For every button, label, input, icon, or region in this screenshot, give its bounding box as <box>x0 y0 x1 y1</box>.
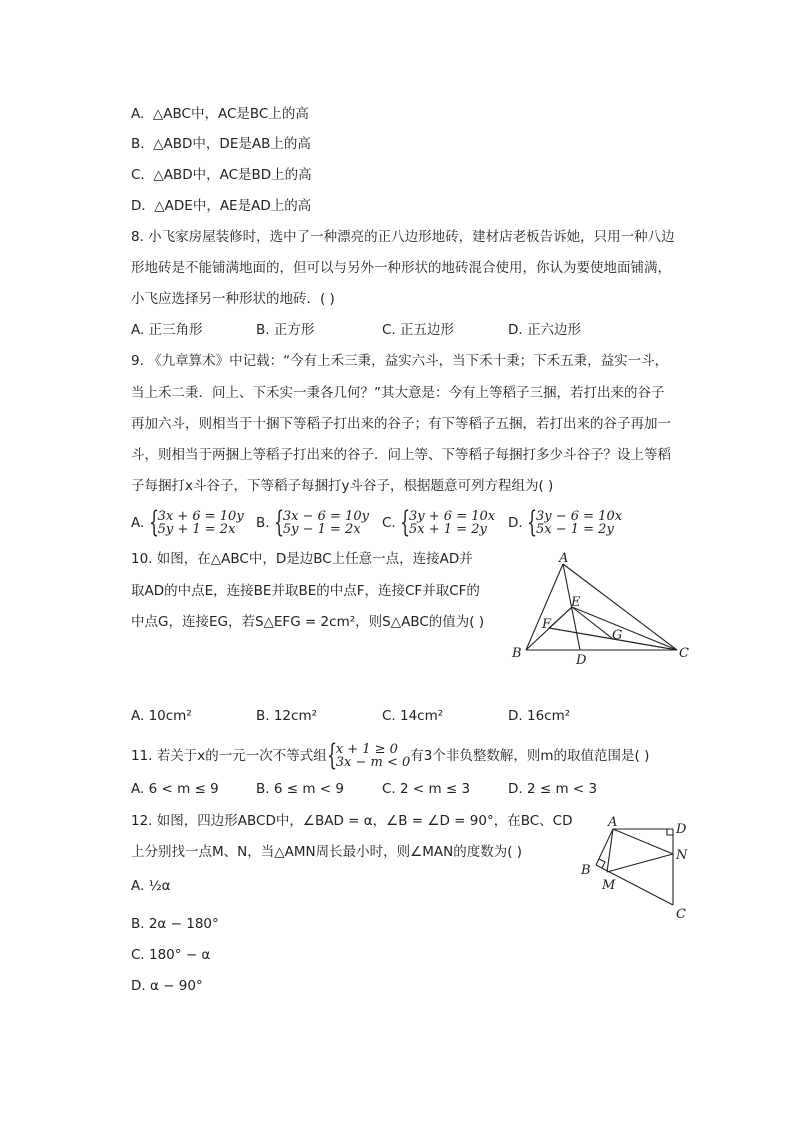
q10-option-c: C. 14cm² <box>382 708 444 724</box>
q8-option-a: A. 正三角形 <box>131 322 203 338</box>
q7-option-c: C. △ABD中，AC是BD上的高 <box>131 167 312 183</box>
q12-label-n: N <box>676 848 688 863</box>
q10-label-d: D <box>576 653 587 668</box>
q10-line-1: 10. 如图，在△ABC中，D是边BC上任意一点，连接AD并 <box>131 551 473 567</box>
q12-line-2: 上分别找一点M、N，当△AMN周长最小时，则∠MAN的度数为( ) <box>131 844 523 860</box>
q10-triangle-figure <box>505 550 695 675</box>
q9-option-c: C. { 3y + 6 = 10x 5x + 1 = 2y <box>382 505 496 539</box>
q9-option-b: B. { 3x − 6 = 10y 5y − 1 = 2x <box>256 505 369 539</box>
q12-option-b: B. 2α − 180° <box>131 916 219 932</box>
q8-line-1: 8. 小飞家房屋装修时，选中了一种漂亮的正八边形地砖，建材店老板告诉她，只用一种八边 <box>131 229 675 245</box>
q11-option-d: D. 2 ≤ m < 3 <box>508 781 598 797</box>
q10-option-a: A. 10cm² <box>131 708 192 724</box>
q9-line-1: 9. 《九章算术》中记载：“今有上禾三秉，益实六斗，当下禾十秉；下禾五秉，益实一斗， <box>131 353 669 369</box>
q12-option-a: A. ½α <box>131 878 171 894</box>
q12-line-1: 12. 如图，四边形ABCD中，∠BAD = α，∠B = ∠D = 90°，在BC、CD <box>131 813 573 829</box>
q12-option-c: C. 180° − α <box>131 947 211 963</box>
q9-line-2: 当上禾二秉．问上、下禾实一秉各几何？”其大意是：今有上等稻子三捆，若打出来的谷子 <box>131 385 665 401</box>
q11-option-b: B. 6 ≤ m < 9 <box>256 781 344 797</box>
q12-option-d: D. α − 90° <box>131 978 203 994</box>
q10-line-2: 取AD的中点E，连接BE并取BE的中点F，连接CF并取CF的 <box>131 583 480 599</box>
q10-label-c: C <box>679 646 689 661</box>
q12-label-a: A <box>608 815 618 830</box>
q11-option-c: C. 2 < m ≤ 3 <box>382 781 471 797</box>
q10-label-g: G <box>612 628 623 643</box>
q8-line-3: 小飞应选择另一种形状的地砖．( ) <box>131 291 335 307</box>
q10-option-d: D. 16cm² <box>508 708 571 724</box>
q9-line-4: 斗，则相当于两捆上等稻子打出来的谷子．问上等、下等稻子每捆打多少斗谷子？设上等稻 <box>131 447 671 463</box>
q11-option-a: A. 6 < m ≤ 9 <box>131 781 219 797</box>
q8-option-d: D. 正六边形 <box>508 322 581 338</box>
q12-quadrilateral-figure <box>575 812 700 927</box>
q8-option-b: B. 正方形 <box>256 322 315 338</box>
q9-option-d: D. { 3y − 6 = 10x 5x − 1 = 2y <box>508 505 623 539</box>
q12-label-c: C <box>676 907 686 922</box>
q7-option-d: D. △ADE中，AE是AD上的高 <box>131 198 312 214</box>
q9-line-5: 子每捆打x斗谷子，下等稻子每捆打y斗谷子，根据题意可列方程组为( ) <box>131 478 554 494</box>
q10-label-b: B <box>512 646 522 661</box>
q10-label-f: F <box>542 617 552 632</box>
q10-option-b: B. 12cm² <box>256 708 318 724</box>
q11-stem: 11. 若关于x的一元一次不等式组 { x + 1 ≥ 0 3x − m < 0 有3个非负整数解，则m的取值范围是( ) <box>131 738 650 772</box>
q10-label-e: E <box>571 595 581 610</box>
q12-label-m: M <box>602 878 616 893</box>
q12-label-d: D <box>676 822 687 837</box>
q7-option-b: B. △ABD中，DE是AB上的高 <box>131 136 311 152</box>
q7-option-a: A. △ABC中，AC是BC上的高 <box>131 106 309 122</box>
q8-line-2: 形地砖是不能铺满地面的，但可以与另外一种形状的地砖混合使用，你认为要使地面铺满， <box>131 260 671 276</box>
q12-label-b: B <box>581 863 591 878</box>
q9-option-a: A. { 3x + 6 = 10y 5y + 1 = 2x <box>131 505 244 539</box>
q10-label-a: A <box>559 551 569 566</box>
q9-line-3: 再加六斗，则相当于十捆下等稻子打出来的谷子；有下等稻子五捆，若打出来的谷子再加一 <box>131 416 671 432</box>
q10-line-3: 中点G，连接EG，若S△EFG = 2cm²，则S△ABC的值为( ) <box>131 614 485 630</box>
q8-option-c: C. 正五边形 <box>382 322 455 338</box>
